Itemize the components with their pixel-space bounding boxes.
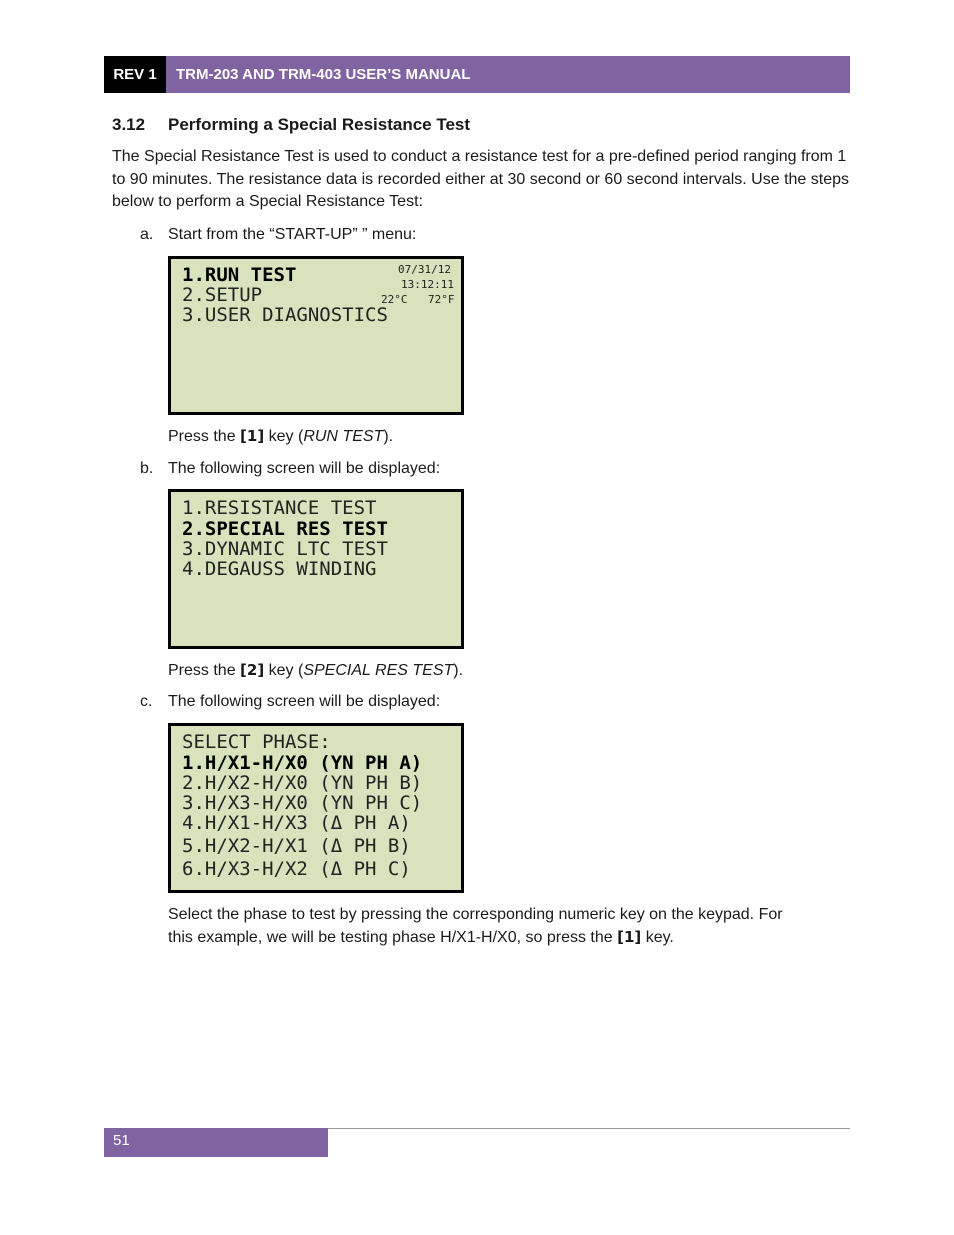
step-label: b. <box>140 460 154 477</box>
step-text: Start from the “START-UP” ” menu: <box>168 226 417 243</box>
step-text: The following screen will be displayed: <box>168 460 441 477</box>
section-heading <box>112 115 470 135</box>
lcd-temp-c: 22°C <box>381 293 408 306</box>
lcd-line-selected: 1.H/X1-H/X0 (YN PH A) <box>182 752 423 774</box>
lcd-screen-select-phase <box>168 723 464 893</box>
lcd-temp-f: 72°F <box>428 293 455 306</box>
key-label: [1] <box>617 928 642 946</box>
lcd-line: 3.H/X3-H/X0 (YN PH C) <box>182 792 423 814</box>
step-label: a. <box>140 226 154 243</box>
step-a <box>140 224 417 246</box>
lcd-heading: SELECT PHASE: <box>182 731 331 753</box>
lcd-line: 1.RUN TEST <box>182 264 297 286</box>
key-label: [1] <box>240 427 265 445</box>
key-label: [2] <box>240 661 265 679</box>
lcd-screen-startup <box>168 256 464 415</box>
lcd-screen-run-test <box>168 489 464 649</box>
manual-title: TRM-203 AND TRM-403 USER’S MANUAL <box>166 56 850 93</box>
lcd-line: 5.H/X2-H/X1 (Δ PH B) <box>182 835 411 857</box>
lcd-line: 6.H/X3-H/X2 (Δ PH C) <box>182 858 411 880</box>
lcd-line: 2.H/X2-H/X0 (YN PH B) <box>182 772 423 794</box>
page-header <box>104 56 850 93</box>
lcd-line: 4.H/X1-H/X3 (Δ PH A) <box>182 812 411 834</box>
instruction-b: Press the [2] key (SPECIAL RES TEST). <box>168 661 464 679</box>
step-label: c. <box>140 693 153 710</box>
instruction-c: Select the phase to test by pressing the corresponding numeric key on the keypad. For this example, we will be testing phase H/X1-H/X0, so press the [1] key. <box>168 906 783 946</box>
intro-paragraph: The Special Resistance Test is used to conduct a resistance test for a pre-defined period ranging from 1 to 90 minutes. The resistance data is recorded either at 30 second or 60 second intervals. Use the steps below to perform a Special Resistance Test: <box>112 148 850 210</box>
lcd-line: 4.DEGAUSS WINDING <box>182 558 377 580</box>
revision-label: REV 1 <box>104 56 166 93</box>
lcd-date: 07/31/12 <box>398 263 451 276</box>
step-b <box>140 458 441 480</box>
lcd-line: 3.USER DIAGNOSTICS <box>182 304 388 326</box>
lcd-line: 3.DYNAMIC LTC TEST <box>182 538 388 560</box>
lcd-line: 2.SETUP <box>182 284 263 306</box>
page-number: 51 <box>104 1128 328 1157</box>
step-text: The following screen will be displayed: <box>168 693 441 710</box>
section-number: 3.12 <box>112 115 146 134</box>
lcd-line: 1.RESISTANCE TEST <box>182 497 377 519</box>
lcd-time: 13:12:11 <box>401 278 454 291</box>
step-c <box>140 691 441 713</box>
lcd-line-selected: 2.SPECIAL RES TEST <box>182 518 388 540</box>
section-title: Performing a Special Resistance Test <box>168 115 471 134</box>
instruction-a: Press the [1] key (RUN TEST). <box>168 427 394 445</box>
